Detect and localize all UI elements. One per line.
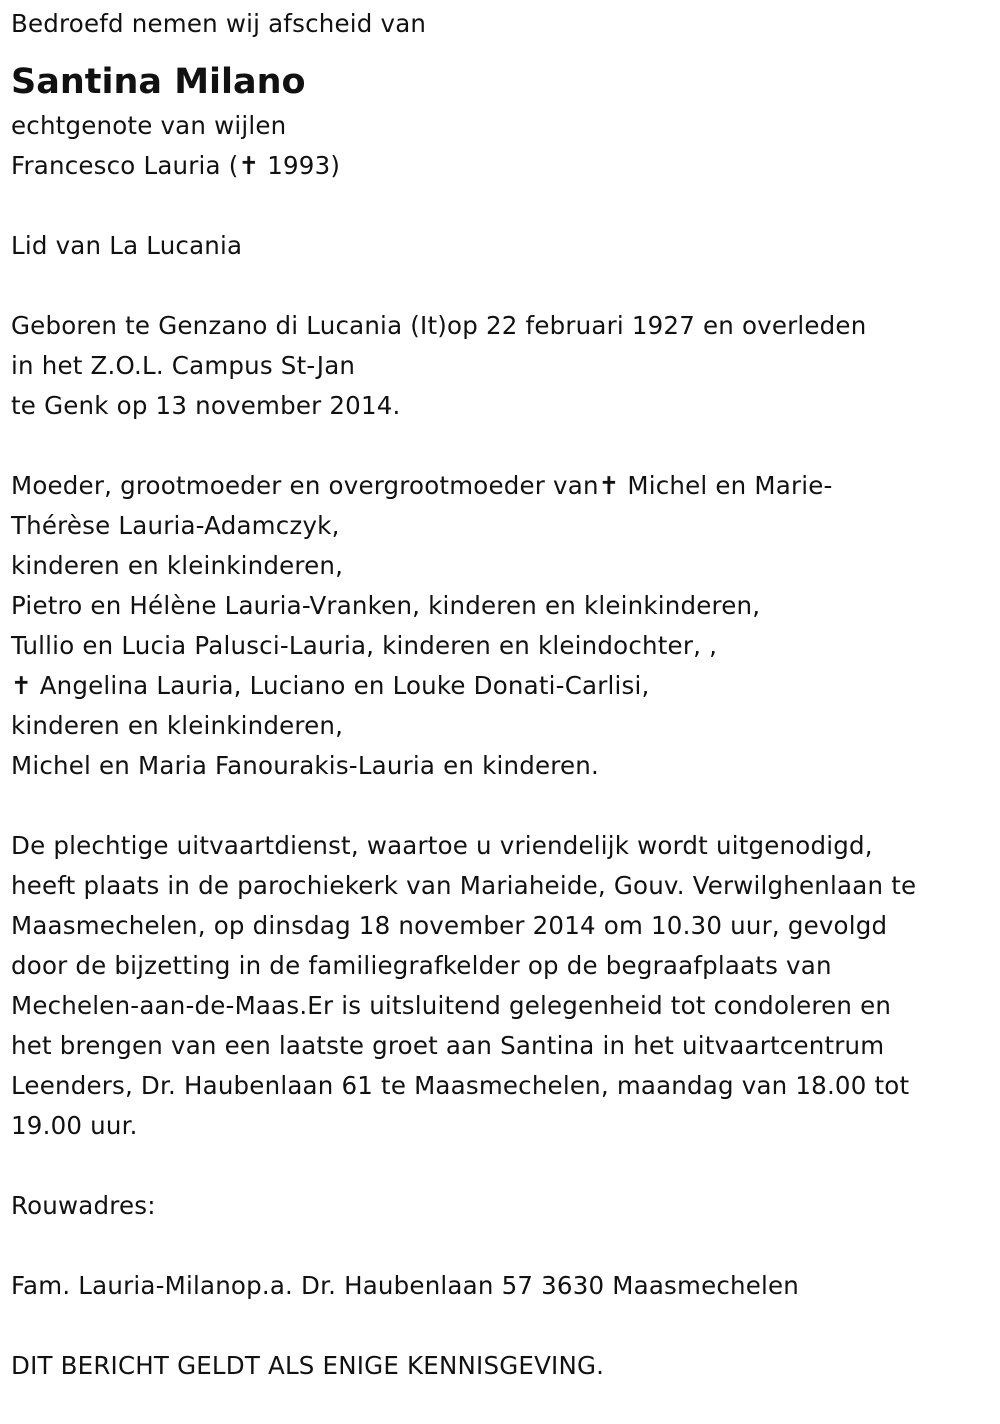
mourning-address: Fam. Lauria-Milanop.a. Dr. Haubenlaan 57 3630 Maasmechelen [11,1271,800,1300]
spacer [11,1146,991,1186]
address-label: Rouwadres: [11,1191,156,1220]
family-line: Michel en Maria Fanourakis-Lauria en kinderen. [11,751,599,780]
service-line: Mechelen-aan-de-Maas.Er is uitsluitend gelegenheid tot condoleren en [11,991,892,1020]
spacer [11,266,991,306]
service-line: heeft plaats in de parochiekerk van Mariaheide, Gouv. Verwilghenlaan te [11,871,917,900]
family-line: Thérèse Lauria-Adamczyk, [11,511,340,540]
family-line: Pietro en Hélène Lauria-Vranken, kinderen en kleinkinderen, [11,591,761,620]
family-line: ✝ Angelina Lauria, Luciano en Louke Donati-Carlisi, [11,671,650,700]
family-line: Tullio en Lucia Palusci-Lauria, kinderen en kleindochter, , [11,631,718,660]
service-line: De plechtige uitvaartdienst, waartoe u vriendelijk wordt uitgenodigd, [11,831,873,860]
service-line: 19.00 uur. [11,1111,138,1140]
spacer [11,426,991,466]
membership-text: Lid van La Lucania [11,231,243,260]
birth-death-line: in het Z.O.L. Campus St-Jan [11,351,356,380]
death-notice [11,4,991,1386]
spacer [11,1226,991,1266]
intro-text: Bedroefd nemen wij afscheid van [11,9,427,38]
birth-death-line: Geboren te Genzano di Lucania (It)op 22 februari 1927 en overleden [11,311,867,340]
service-line: Leenders, Dr. Haubenlaan 61 te Maasmechelen, maandag van 18.00 tot [11,1071,910,1100]
family-line: kinderen en kleinkinderen, [11,551,344,580]
spouse-line: Francesco Lauria (✝ 1993) [11,151,341,180]
service-line: door de bijzetting in de familiegrafkelder op de begraafplaats van [11,951,832,980]
service-line: Maasmechelen, op dinsdag 18 november 2014 om 10.30 uur, gevolgd [11,911,888,940]
birth-death-line: te Genk op 13 november 2014. [11,391,401,420]
closing-notice: DIT BERICHT GELDT ALS ENIGE KENNISGEVING. [11,1351,605,1380]
spacer [11,1306,991,1346]
spacer [11,186,991,226]
spouse-line: echtgenote van wijlen [11,111,287,140]
family-line: kinderen en kleinkinderen, [11,711,344,740]
spacer [11,786,991,826]
service-line: het brengen van een laatste groet aan Santina in het uitvaartcentrum [11,1031,885,1060]
family-line: Moeder, grootmoeder en overgrootmoeder van✝ Michel en Marie- [11,471,833,500]
deceased-name: Santina Milano [11,62,306,102]
